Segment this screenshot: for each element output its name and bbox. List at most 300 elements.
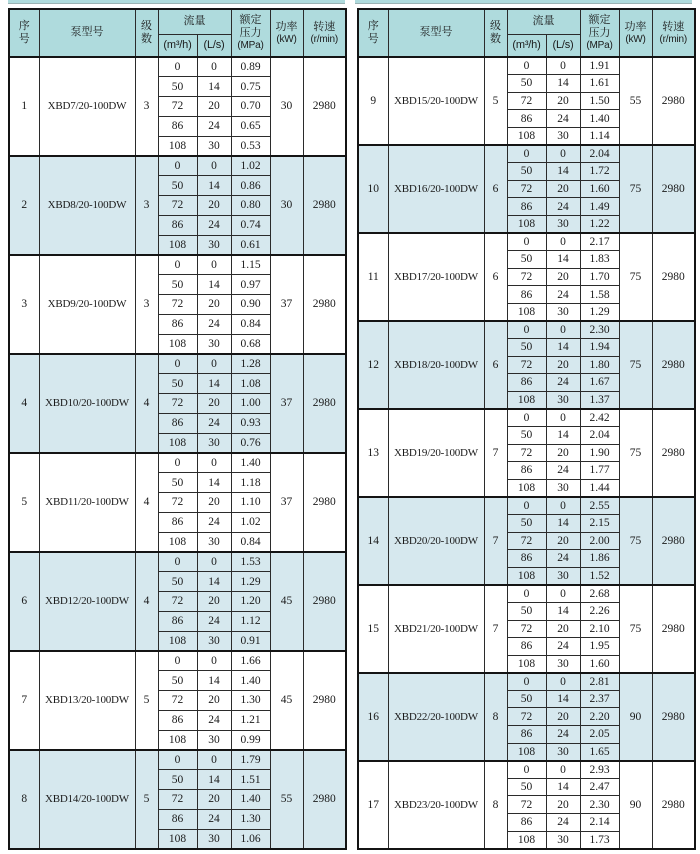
cell-flow-m3h: 50 — [507, 514, 546, 532]
cell-pump-model: XBD11/20-100DW — [39, 453, 135, 552]
header-stages-line2: 数 — [141, 33, 152, 45]
cell-rated-pressure: 1.12 — [231, 611, 270, 631]
pump-row-8-sub1 — [9, 750, 346, 770]
cell-flow-ls: 20 — [197, 394, 231, 414]
top-strip-right — [355, 0, 692, 4]
cell-stages: 4 — [135, 552, 158, 651]
cell-flow-m3h: 0 — [158, 57, 197, 77]
cell-rated-pressure: 1.91 — [580, 57, 619, 75]
cell-stages: 3 — [135, 57, 158, 156]
cell-flow-m3h: 0 — [507, 761, 546, 779]
cell-flow-m3h: 86 — [507, 110, 546, 128]
cell-rated-pressure: 2.30 — [580, 796, 619, 814]
cell-power: 75 — [619, 233, 652, 321]
cell-flow-ls: 24 — [546, 726, 580, 744]
cell-flow-m3h: 0 — [507, 233, 546, 251]
cell-flow-m3h: 50 — [158, 671, 197, 691]
cell-flow-ls: 24 — [197, 512, 231, 532]
cell-pump-model: XBD15/20-100DW — [388, 57, 484, 145]
table-body-right — [358, 57, 695, 849]
cell-pump-model: XBD10/20-100DW — [39, 354, 135, 453]
cell-flow-m3h: 72 — [507, 444, 546, 462]
cell-flow-m3h: 72 — [507, 356, 546, 374]
cell-flow-m3h: 86 — [507, 726, 546, 744]
cell-flow-ls: 24 — [197, 314, 231, 334]
cell-serial-no: 9 — [358, 57, 388, 145]
cell-stages: 3 — [135, 156, 158, 255]
cell-rated-pressure: 1.60 — [580, 655, 619, 673]
cell-rated-pressure: 1.29 — [231, 572, 270, 592]
cell-flow-m3h: 50 — [507, 426, 546, 444]
cell-power: 75 — [619, 145, 652, 233]
cell-stages: 7 — [484, 585, 507, 673]
cell-rated-pressure: 2.04 — [580, 426, 619, 444]
cell-stages: 4 — [135, 453, 158, 552]
cell-rated-pressure: 0.99 — [231, 730, 270, 750]
cell-power: 30 — [270, 156, 303, 255]
cell-serial-no: 16 — [358, 673, 388, 761]
cell-rated-pressure: 1.21 — [231, 710, 270, 730]
header-flow: 流量 — [507, 9, 580, 34]
cell-flow-m3h: 108 — [158, 433, 197, 453]
cell-flow-ls: 14 — [197, 770, 231, 790]
cell-rated-pressure: 1.08 — [231, 374, 270, 394]
cell-flow-ls: 24 — [197, 710, 231, 730]
cell-rated-pressure: 1.22 — [580, 215, 619, 233]
cell-serial-no: 10 — [358, 145, 388, 233]
header-speed-line1: 转速 — [313, 20, 336, 33]
cell-serial-no: 2 — [9, 156, 39, 255]
cell-power: 75 — [619, 585, 652, 673]
cell-flow-ls: 14 — [197, 572, 231, 592]
cell-flow-ls: 24 — [546, 110, 580, 128]
cell-rated-pressure: 1.15 — [231, 255, 270, 275]
cell-flow-m3h: 72 — [507, 708, 546, 726]
cell-power: 30 — [270, 57, 303, 156]
cell-flow-ls: 14 — [197, 77, 231, 97]
cell-speed: 2980 — [652, 497, 695, 585]
header-flow-m3h: (m³/h) — [158, 34, 197, 57]
cell-flow-ls: 20 — [197, 97, 231, 117]
top-edge-strip — [0, 0, 700, 4]
cell-flow-m3h: 108 — [158, 631, 197, 651]
cell-flow-ls: 20 — [546, 444, 580, 462]
cell-rated-pressure: 1.90 — [580, 444, 619, 462]
cell-flow-m3h: 72 — [507, 532, 546, 550]
cell-rated-pressure: 1.66 — [231, 651, 270, 671]
cell-stages: 7 — [484, 409, 507, 497]
cell-rated-pressure: 1.60 — [580, 180, 619, 198]
cell-power: 45 — [270, 651, 303, 750]
cell-flow-ls: 14 — [546, 426, 580, 444]
cell-flow-ls: 14 — [197, 374, 231, 394]
cell-flow-m3h: 86 — [507, 286, 546, 304]
cell-power: 55 — [270, 750, 303, 849]
pump-row-11-sub1 — [358, 233, 695, 251]
cell-flow-m3h: 108 — [158, 532, 197, 552]
cell-rated-pressure: 0.53 — [231, 136, 270, 156]
cell-rated-pressure: 1.37 — [580, 391, 619, 409]
cell-flow-ls: 0 — [546, 761, 580, 779]
cell-stages: 3 — [135, 255, 158, 354]
cell-power: 37 — [270, 354, 303, 453]
header-serial-line1: 序 — [18, 20, 30, 33]
cell-rated-pressure: 1.53 — [231, 552, 270, 572]
cell-flow-m3h: 0 — [507, 409, 546, 427]
cell-flow-ls: 20 — [546, 180, 580, 198]
cell-rated-pressure: 2.30 — [580, 321, 619, 339]
cell-rated-pressure: 1.40 — [580, 110, 619, 128]
cell-flow-m3h: 108 — [158, 235, 197, 255]
cell-power: 90 — [619, 673, 652, 761]
header-power-unit: (kW) — [276, 33, 297, 45]
cell-flow-m3h: 72 — [158, 196, 197, 216]
pump-row-7-sub1 — [9, 651, 346, 671]
header-model: 泵型号 — [39, 9, 135, 57]
cell-flow-m3h: 72 — [507, 620, 546, 638]
cell-flow-ls: 0 — [197, 57, 231, 77]
cell-rated-pressure: 1.70 — [580, 268, 619, 286]
cell-flow-m3h: 108 — [507, 743, 546, 761]
cell-flow-ls: 0 — [546, 409, 580, 427]
cell-speed: 2980 — [303, 255, 346, 354]
cell-power: 75 — [619, 409, 652, 497]
cell-flow-m3h: 0 — [158, 156, 197, 176]
cell-stages: 6 — [484, 233, 507, 321]
cell-rated-pressure: 1.86 — [580, 550, 619, 568]
cell-flow-ls: 24 — [197, 611, 231, 631]
cell-flow-m3h: 86 — [507, 638, 546, 656]
cell-pump-model: XBD17/20-100DW — [388, 233, 484, 321]
cell-flow-ls: 0 — [546, 321, 580, 339]
header-serial-line1: 序 — [367, 20, 379, 33]
cell-flow-ls: 14 — [546, 339, 580, 357]
pump-spec-table-left — [8, 8, 347, 850]
cell-rated-pressure: 1.40 — [231, 671, 270, 691]
header-speed-unit: (r/min) — [659, 33, 687, 45]
cell-flow-ls: 30 — [197, 334, 231, 354]
cell-flow-m3h: 0 — [158, 552, 197, 572]
cell-stages: 8 — [484, 761, 507, 849]
pump-row-13-sub1 — [358, 409, 695, 427]
cell-flow-m3h: 72 — [158, 493, 197, 513]
cell-rated-pressure: 1.02 — [231, 512, 270, 532]
cell-rated-pressure: 0.74 — [231, 215, 270, 235]
cell-speed: 2980 — [303, 354, 346, 453]
cell-serial-no: 6 — [9, 552, 39, 651]
cell-rated-pressure: 1.30 — [231, 691, 270, 711]
cell-rated-pressure: 0.75 — [231, 77, 270, 97]
cell-serial-no: 3 — [9, 255, 39, 354]
pump-row-16-sub1 — [358, 673, 695, 691]
cell-stages: 6 — [484, 321, 507, 409]
cell-rated-pressure: 1.40 — [231, 789, 270, 809]
cell-flow-ls: 14 — [197, 473, 231, 493]
cell-flow-m3h: 50 — [158, 77, 197, 97]
cell-flow-m3h: 86 — [507, 462, 546, 480]
cell-flow-m3h: 50 — [507, 75, 546, 93]
header-serial-line2: 号 — [18, 33, 30, 45]
cell-rated-pressure: 0.86 — [231, 176, 270, 196]
cell-flow-m3h: 0 — [158, 750, 197, 770]
header-pressure-line2: 压力 — [239, 27, 262, 40]
table-header — [9, 9, 346, 57]
cell-flow-m3h: 108 — [158, 730, 197, 750]
cell-flow-ls: 30 — [197, 730, 231, 750]
cell-flow-m3h: 72 — [158, 691, 197, 711]
cell-speed: 2980 — [652, 145, 695, 233]
cell-speed: 2980 — [652, 673, 695, 761]
pump-row-9-sub1 — [358, 57, 695, 75]
cell-flow-ls: 24 — [546, 286, 580, 304]
cell-rated-pressure: 2.26 — [580, 602, 619, 620]
pump-row-2-sub1 — [9, 156, 346, 176]
cell-rated-pressure: 0.80 — [231, 196, 270, 216]
cell-serial-no: 5 — [9, 453, 39, 552]
cell-speed: 2980 — [652, 321, 695, 409]
cell-flow-ls: 14 — [546, 690, 580, 708]
cell-power: 45 — [270, 552, 303, 651]
cell-rated-pressure: 1.00 — [231, 394, 270, 414]
cell-rated-pressure: 1.20 — [231, 592, 270, 612]
cell-flow-m3h: 72 — [158, 394, 197, 414]
header-power-line1: 功率 — [275, 20, 298, 33]
cell-flow-ls: 20 — [197, 592, 231, 612]
cell-flow-m3h: 108 — [158, 136, 197, 156]
header-flow-m3h: (m³/h) — [507, 34, 546, 57]
cell-rated-pressure: 0.93 — [231, 413, 270, 433]
cell-flow-ls: 14 — [546, 75, 580, 93]
header-pressure-unit: (MPa) — [237, 40, 264, 52]
cell-rated-pressure: 0.97 — [231, 275, 270, 295]
cell-flow-m3h: 72 — [507, 180, 546, 198]
cell-flow-m3h: 86 — [158, 116, 197, 136]
cell-flow-ls: 20 — [197, 789, 231, 809]
header-serial — [9, 9, 39, 57]
cell-flow-ls: 20 — [197, 196, 231, 216]
cell-serial-no: 1 — [9, 57, 39, 156]
cell-rated-pressure: 1.49 — [580, 198, 619, 216]
header-serial-line2: 号 — [367, 33, 379, 45]
cell-flow-m3h: 86 — [158, 512, 197, 532]
cell-flow-ls: 20 — [546, 620, 580, 638]
cell-serial-no: 13 — [358, 409, 388, 497]
cell-flow-m3h: 86 — [158, 413, 197, 433]
cell-rated-pressure: 2.17 — [580, 233, 619, 251]
cell-flow-ls: 20 — [546, 356, 580, 374]
cell-rated-pressure: 0.68 — [231, 334, 270, 354]
cell-rated-pressure: 1.95 — [580, 638, 619, 656]
cell-flow-m3h: 72 — [158, 97, 197, 117]
cell-serial-no: 15 — [358, 585, 388, 673]
cell-stages: 6 — [484, 145, 507, 233]
cell-flow-m3h: 50 — [507, 163, 546, 181]
cell-flow-m3h: 50 — [158, 374, 197, 394]
cell-rated-pressure: 2.81 — [580, 673, 619, 691]
cell-flow-m3h: 108 — [507, 127, 546, 145]
header-power-unit: (kW) — [625, 33, 646, 45]
header-flow-ls: (L/s) — [546, 34, 580, 57]
cell-speed: 2980 — [652, 409, 695, 497]
cell-flow-m3h: 108 — [507, 391, 546, 409]
cell-flow-ls: 0 — [197, 651, 231, 671]
cell-flow-m3h: 86 — [158, 710, 197, 730]
cell-flow-ls: 20 — [197, 691, 231, 711]
cell-rated-pressure: 1.80 — [580, 356, 619, 374]
cell-speed: 2980 — [652, 761, 695, 849]
cell-stages: 8 — [484, 673, 507, 761]
pump-row-3-sub1 — [9, 255, 346, 275]
pump-row-1-sub1 — [9, 57, 346, 77]
cell-flow-ls: 20 — [546, 532, 580, 550]
cell-flow-ls: 0 — [546, 145, 580, 163]
table-header — [358, 9, 695, 57]
cell-rated-pressure: 2.04 — [580, 145, 619, 163]
cell-flow-ls: 0 — [197, 453, 231, 473]
cell-flow-ls: 30 — [197, 235, 231, 255]
cell-flow-ls: 30 — [197, 532, 231, 552]
cell-flow-ls: 24 — [546, 462, 580, 480]
cell-rated-pressure: 1.44 — [580, 479, 619, 497]
cell-pump-model: XBD16/20-100DW — [388, 145, 484, 233]
cell-flow-m3h: 86 — [507, 550, 546, 568]
cell-rated-pressure: 2.37 — [580, 690, 619, 708]
cell-flow-m3h: 108 — [507, 303, 546, 321]
pump-row-17-sub1 — [358, 761, 695, 779]
cell-flow-m3h: 108 — [507, 567, 546, 585]
cell-flow-m3h: 72 — [507, 268, 546, 286]
cell-serial-no: 8 — [9, 750, 39, 849]
cell-flow-ls: 14 — [197, 671, 231, 691]
cell-rated-pressure: 0.89 — [231, 57, 270, 77]
cell-flow-ls: 30 — [546, 479, 580, 497]
cell-flow-m3h: 0 — [158, 453, 197, 473]
header-rated-pressure — [231, 9, 270, 57]
cell-rated-pressure: 1.61 — [580, 75, 619, 93]
header-stages — [484, 9, 507, 57]
tables-container — [0, 8, 700, 850]
header-flow: 流量 — [158, 9, 231, 34]
cell-flow-m3h: 50 — [507, 251, 546, 269]
cell-rated-pressure: 2.93 — [580, 761, 619, 779]
header-pressure-line2: 压力 — [588, 27, 611, 40]
cell-rated-pressure: 0.90 — [231, 295, 270, 315]
cell-flow-ls: 24 — [197, 116, 231, 136]
cell-flow-m3h: 72 — [507, 92, 546, 110]
cell-rated-pressure: 0.70 — [231, 97, 270, 117]
cell-rated-pressure: 0.84 — [231, 532, 270, 552]
cell-flow-ls: 30 — [546, 391, 580, 409]
cell-flow-ls: 30 — [546, 127, 580, 145]
cell-pump-model: XBD18/20-100DW — [388, 321, 484, 409]
cell-flow-m3h: 50 — [158, 275, 197, 295]
cell-rated-pressure: 2.00 — [580, 532, 619, 550]
cell-rated-pressure: 1.30 — [231, 809, 270, 829]
cell-pump-model: XBD7/20-100DW — [39, 57, 135, 156]
pump-row-5-sub1 — [9, 453, 346, 473]
cell-speed: 2980 — [303, 552, 346, 651]
cell-rated-pressure: 2.47 — [580, 778, 619, 796]
cell-power: 90 — [619, 761, 652, 849]
header-stages-line1: 级 — [490, 20, 501, 33]
cell-pump-model: XBD12/20-100DW — [39, 552, 135, 651]
cell-flow-m3h: 72 — [158, 592, 197, 612]
cell-flow-ls: 30 — [197, 433, 231, 453]
cell-flow-ls: 20 — [197, 493, 231, 513]
cell-flow-ls: 0 — [546, 57, 580, 75]
header-stages-line1: 级 — [141, 20, 152, 33]
cell-pump-model: XBD14/20-100DW — [39, 750, 135, 849]
header-stages-line2: 数 — [490, 33, 501, 45]
cell-serial-no: 14 — [358, 497, 388, 585]
cell-pump-model: XBD22/20-100DW — [388, 673, 484, 761]
header-speed-line1: 转速 — [662, 20, 685, 33]
cell-rated-pressure: 2.05 — [580, 726, 619, 744]
cell-flow-ls: 0 — [197, 750, 231, 770]
header-model: 泵型号 — [388, 9, 484, 57]
cell-flow-ls: 0 — [546, 497, 580, 515]
cell-rated-pressure: 0.84 — [231, 314, 270, 334]
cell-rated-pressure: 1.83 — [580, 251, 619, 269]
cell-flow-ls: 0 — [197, 354, 231, 374]
cell-rated-pressure: 1.67 — [580, 374, 619, 392]
cell-rated-pressure: 2.68 — [580, 585, 619, 603]
cell-rated-pressure: 1.40 — [231, 453, 270, 473]
cell-power: 37 — [270, 453, 303, 552]
cell-flow-ls: 20 — [546, 92, 580, 110]
cell-pump-model: XBD23/20-100DW — [388, 761, 484, 849]
cell-rated-pressure: 0.76 — [231, 433, 270, 453]
header-power-line1: 功率 — [624, 20, 647, 33]
cell-flow-m3h: 0 — [507, 321, 546, 339]
cell-flow-m3h: 108 — [158, 334, 197, 354]
cell-flow-m3h: 86 — [507, 198, 546, 216]
cell-pump-model: XBD20/20-100DW — [388, 497, 484, 585]
cell-flow-ls: 24 — [546, 814, 580, 832]
cell-flow-m3h: 108 — [158, 829, 197, 849]
pump-row-12-sub1 — [358, 321, 695, 339]
cell-rated-pressure: 1.52 — [580, 567, 619, 585]
cell-flow-ls: 24 — [197, 413, 231, 433]
header-power — [619, 9, 652, 57]
cell-flow-ls: 20 — [546, 268, 580, 286]
cell-flow-m3h: 50 — [507, 690, 546, 708]
cell-flow-m3h: 0 — [158, 255, 197, 275]
cell-flow-ls: 30 — [546, 743, 580, 761]
cell-flow-ls: 0 — [197, 156, 231, 176]
cell-stages: 4 — [135, 354, 158, 453]
cell-speed: 2980 — [303, 651, 346, 750]
cell-flow-m3h: 50 — [507, 778, 546, 796]
cell-flow-m3h: 108 — [507, 831, 546, 849]
header-pressure-unit: (MPa) — [586, 40, 613, 52]
cell-flow-m3h: 86 — [507, 814, 546, 832]
cell-rated-pressure: 1.73 — [580, 831, 619, 849]
pump-row-15-sub1 — [358, 585, 695, 603]
cell-rated-pressure: 1.28 — [231, 354, 270, 374]
cell-flow-ls: 14 — [546, 514, 580, 532]
cell-stages: 5 — [135, 750, 158, 849]
cell-rated-pressure: 0.65 — [231, 116, 270, 136]
cell-flow-ls: 14 — [197, 275, 231, 295]
cell-rated-pressure: 1.94 — [580, 339, 619, 357]
cell-flow-ls: 14 — [197, 176, 231, 196]
cell-speed: 2980 — [652, 57, 695, 145]
cell-serial-no: 4 — [9, 354, 39, 453]
cell-power: 55 — [619, 57, 652, 145]
pump-row-6-sub1 — [9, 552, 346, 572]
cell-serial-no: 7 — [9, 651, 39, 750]
